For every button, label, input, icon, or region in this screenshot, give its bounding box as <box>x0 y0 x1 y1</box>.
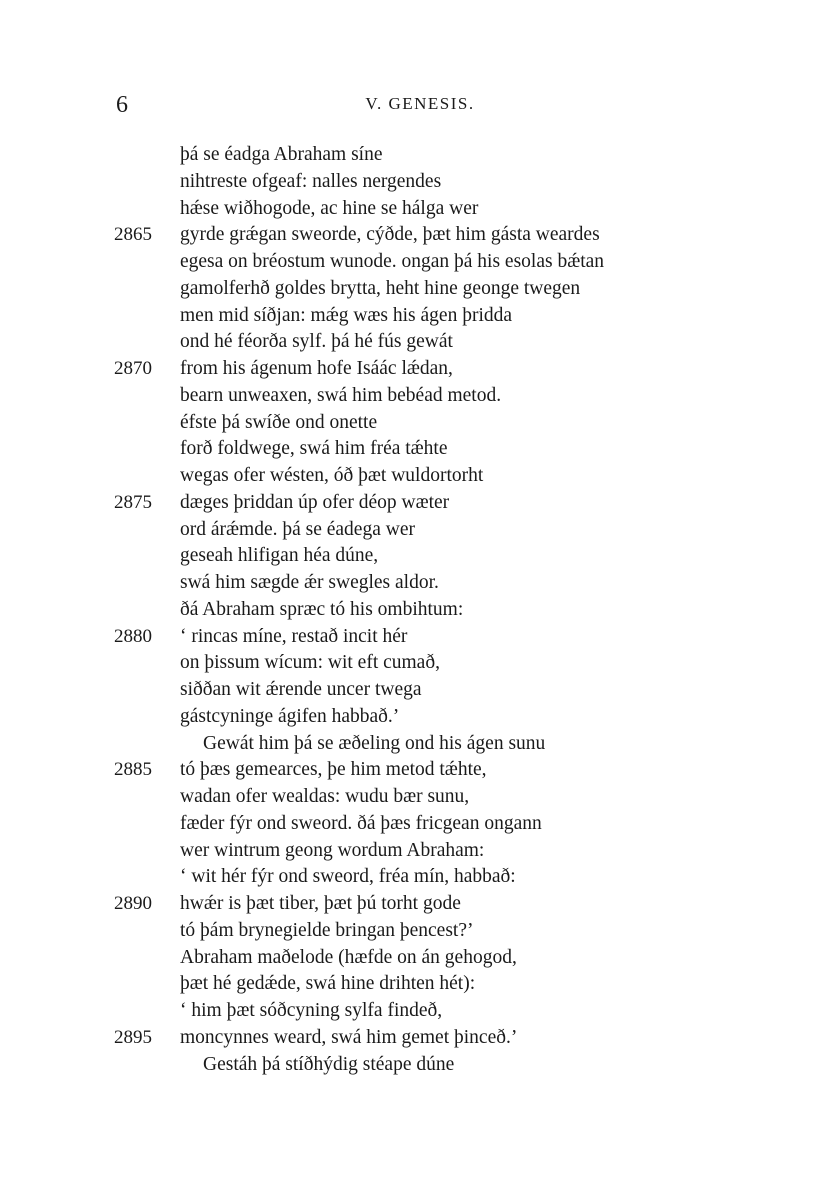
verse-line <box>0 410 840 437</box>
verse-line <box>0 838 840 865</box>
verse-text: forð foldwege, swá him fréa tǽhte <box>180 438 448 460</box>
verse-line <box>0 677 840 704</box>
verse-text: gástcyninge ágifen habbað.’ <box>180 705 400 727</box>
line-number: 2880 <box>114 625 152 647</box>
verse-text: þá se éadga Abraham síne <box>180 144 383 165</box>
verse-text: ‘ rincas míne, restað incit hér <box>180 625 408 647</box>
verse-text: wegas ofer wésten, óð þæt wuldortorht <box>180 465 484 486</box>
verse-line <box>0 891 840 918</box>
running-head-text: V. GENESIS. <box>365 94 475 113</box>
verse-line <box>0 276 840 303</box>
verse-line <box>0 142 840 169</box>
verse-text: ord árǽmde. þá se éadega wer <box>180 518 415 540</box>
line-number: 2870 <box>114 358 152 379</box>
verse-line <box>0 650 840 677</box>
verse-text: siððan wit ǽrende uncer twega <box>180 679 422 700</box>
verse-text: tó þám brynegielde bringan þencest?’ <box>180 919 474 941</box>
verse-line <box>0 490 840 517</box>
verse-line <box>0 169 840 196</box>
verse-line <box>0 1052 840 1079</box>
verse-line <box>0 971 840 998</box>
verse-line <box>0 784 840 811</box>
verse-text: ‘ wit hér fýr ond sweord, fréa mín, habbað: <box>180 866 516 888</box>
verse-text: wadan ofer wealdas: wudu bær sunu, <box>180 786 470 807</box>
verse-text: Gewát him þá se æðeling ond his ágen sunu <box>203 732 546 754</box>
page-number: 6 <box>116 92 128 118</box>
verse-line <box>0 517 840 544</box>
verse-text: gamolferhð goldes brytta, heht hine geonge twegen <box>180 277 581 299</box>
verse-line <box>0 704 840 731</box>
verse-text: dæges þriddan úp ofer déop wæter <box>180 491 450 513</box>
verse-text: nihtreste ofgeaf: nalles nergendes <box>180 170 442 192</box>
running-head <box>0 94 840 114</box>
verse-line <box>0 436 840 463</box>
verse-text: wer wintrum geong wordum Abraham: <box>180 839 485 861</box>
verse-line <box>0 196 840 223</box>
verse-text: tó þæs gemearces, þe him metod tǽhte, <box>180 759 487 781</box>
verse-line <box>0 864 840 891</box>
verse-line <box>0 543 840 570</box>
verse-text: geseah hlifigan héa dúne, <box>180 545 379 567</box>
line-number: 2875 <box>114 491 152 513</box>
verse-line <box>0 998 840 1025</box>
verse-line <box>0 624 840 651</box>
verse-line <box>0 249 840 276</box>
line-number: 2865 <box>114 224 152 246</box>
verse-line <box>0 463 840 490</box>
verse-line <box>0 811 840 838</box>
verse-text: from his ágenum hofe Isáác lǽdan, <box>180 358 453 379</box>
poem-body <box>0 142 840 1078</box>
verse-line <box>0 303 840 330</box>
verse-text: gyrde grǽgan sweorde, cýðde, þæt him gásta weardes <box>180 224 600 246</box>
verse-text: hǽse wiðhogode, ac hine se hálga wer <box>180 197 479 219</box>
verse-line <box>0 1025 840 1052</box>
verse-text: bearn unweaxen, swá him bebéad metod. <box>180 384 502 406</box>
verse-text: fæder fýr ond sweord. ðá þæs fricgean ongann <box>180 812 542 834</box>
verse-text: hwǽr is þæt tiber, þæt þú torht gode <box>180 893 461 914</box>
verse-line <box>0 757 840 784</box>
verse-line <box>0 731 840 758</box>
line-number: 2890 <box>114 893 152 914</box>
verse-text: ‘ him þæt sóðcyning sylfa findeð, <box>180 1000 443 1021</box>
verse-text: moncynnes weard, swá him gemet þinceð.’ <box>180 1026 518 1048</box>
verse-line <box>0 570 840 597</box>
line-number: 2895 <box>114 1026 152 1048</box>
verse-text: ðá Abraham spræc tó his ombihtum: <box>180 598 464 620</box>
verse-text: on þissum wícum: wit eft cumað, <box>180 652 440 674</box>
verse-text: éfste þá swíðe ond onette <box>180 411 378 433</box>
verse-line <box>0 329 840 356</box>
verse-text: ond hé féorða sylf. þá hé fús gewát <box>180 331 453 353</box>
verse-text: men mid síðjan: mǽg wæs his ágen þridda <box>180 304 513 326</box>
line-number: 2885 <box>114 759 152 781</box>
verse-text: egesa on bréostum wunode. ongan þá his esolas bǽtan <box>180 251 605 272</box>
verse-text: Abraham maðelode (hæfde on án gehogod, <box>180 946 517 968</box>
verse-text: Gestáh þá stíðhýdig stéape dúne <box>203 1053 455 1075</box>
verse-line <box>0 222 840 249</box>
verse-text: þæt hé gedǽde, swá hine drihten hét): <box>180 973 476 995</box>
verse-line <box>0 597 840 624</box>
verse-line <box>0 356 840 383</box>
verse-text: swá him sægde ǽr swegles aldor. <box>180 572 439 593</box>
verse-line <box>0 945 840 972</box>
verse-line <box>0 383 840 410</box>
verse-line <box>0 918 840 945</box>
